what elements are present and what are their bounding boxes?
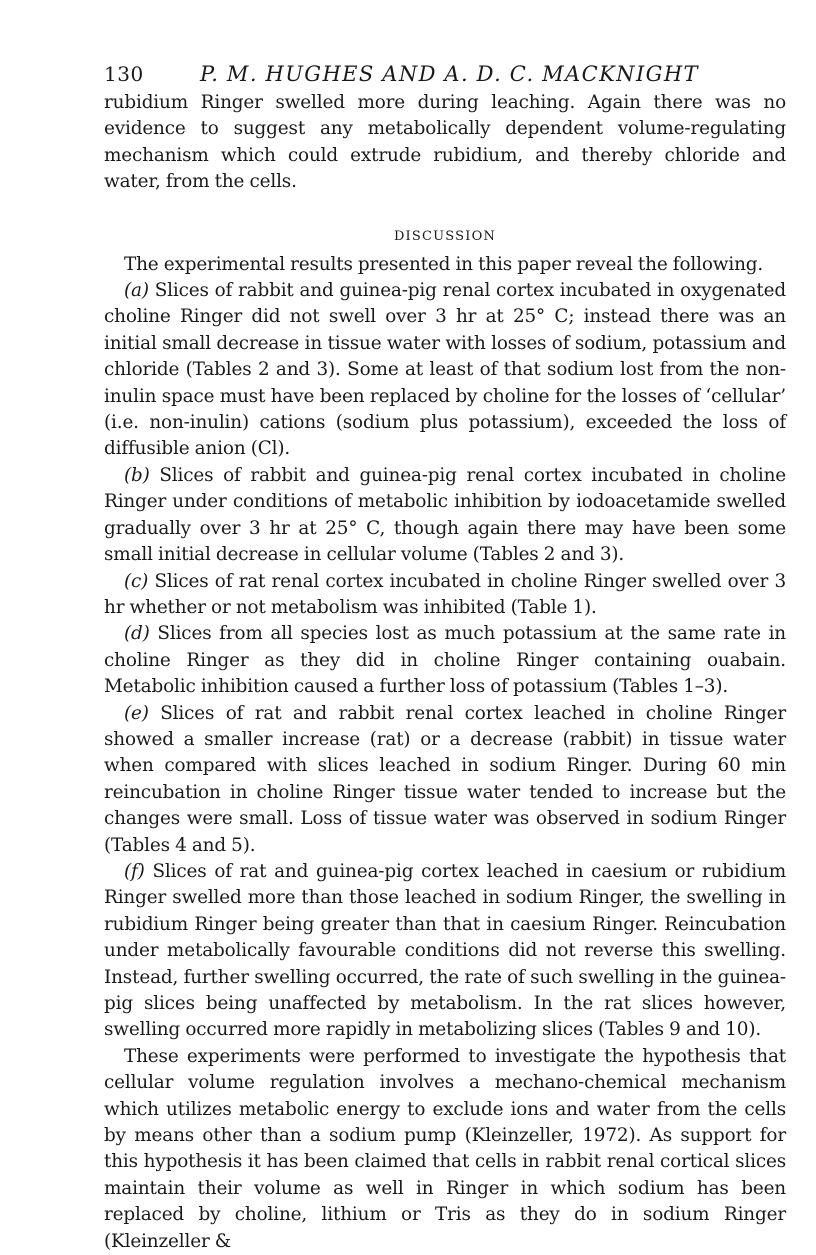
finding-label: (c) [124,570,149,592]
journal-page [104,58,786,1255]
finding-item-b [104,463,786,569]
closing-paragraph: These experiments were performed to investigate the hypothesis that cellular volume regulation involves a mechano-chemical mechanism which utilizes metabolic energy to exclude ions and water from the cells by means other than a sodium pump (Kleinzeller, 1972). As support for this hypothesis it has been claimed that cells in rabbit renal cortical slices maintain their volume as well in Ringer in which sodium has been replaced by choline, lithium or Tris as they do in sodium Ringer (Kleinzeller & [104,1045,786,1252]
finding-label: (b) [124,464,150,486]
finding-label: (a) [124,280,149,302]
finding-text: Slices of rabbit and guinea-pig renal cortex incubated in choline Ringer under conditions of metabolic inhibition by iodoacetamide swelled gradually over 3 hr at 25° C, though again there may have been some small initial decrease in cellular volume (Tables 2 and 3). [104,464,786,566]
finding-label: (d) [124,623,150,645]
finding-label: (f) [124,860,145,882]
finding-item-e [104,701,786,859]
running-title: P. M. HUGHES AND A. D. C. MACKNIGHT [200,62,699,86]
continuation-paragraph: rubidium Ringer swelled more during leaching. Again there was no evidence to suggest any metabolically dependent volume-regulating mechanism which could extrude rubidium, and thereby chloride and water, from the cells. [104,92,786,193]
running-head [104,58,786,90]
finding-item-c [104,569,786,622]
finding-text: Slices of rat and guinea-pig cortex leached in caesium or rubidium Ringer swelled more than those leached in sodium Ringer, the swelling in rubidium Ringer being greater than that in caesium Ringer. Reincubation under metabolically favourable conditions did not reverse this swelling. Instead, further swelling occurred, the rate of such swelling in the guinea-pig slices being unaffected by metabolism. In the rat slices however, swelling occurred more rapidly in metabolizing slices (Tables 9 and 10). [104,860,786,1041]
finding-label: (e) [124,702,149,724]
finding-text: Slices from all species lost as much potassium at the same rate in choline Ringer as they did in choline Ringer containing ouabain. Metabolic inhibition caused a further loss of potassium (Tables 1–3). [104,623,786,698]
finding-item-f [104,859,786,1044]
discussion-intro: The experimental results presented in this paper reveal the following. [124,253,764,275]
finding-text: Slices of rat renal cortex incubated in choline Ringer swelled over 3 hr whether or not metabolism was inhibited (Table 1). [104,570,786,618]
section-heading-discussion: DISCUSSION [393,228,497,244]
finding-text: Slices of rat and rabbit renal cortex leached in choline Ringer showed a smaller increase (rat) or a decrease (rabbit) in tissue water when compared with slices leached in sodium Ringer. During 60 min reincubation in choline Ringer tissue water tended to increase but the changes were small. Loss of tissue water was observed in sodium Ringer (Tables 4 and 5). [104,702,786,856]
finding-text: Slices of rabbit and guinea-pig renal cortex incubated in oxygenated choline Ringer did not swell over 3 hr at 25° C; instead there was an initial small decrease in tissue water with losses of sodium, potassium and chloride (Tables 2 and 3). Some at least of that sodium lost from the non-inulin space must have been replaced by choline for the losses of ‘cellular’ (i.e. non-inulin) cations (sodium plus potassium), exceeded the loss of diffusible anion (Cl). [104,280,786,460]
finding-item-d [104,621,786,700]
finding-item-a [104,278,786,463]
page-number: 130 [104,62,144,86]
